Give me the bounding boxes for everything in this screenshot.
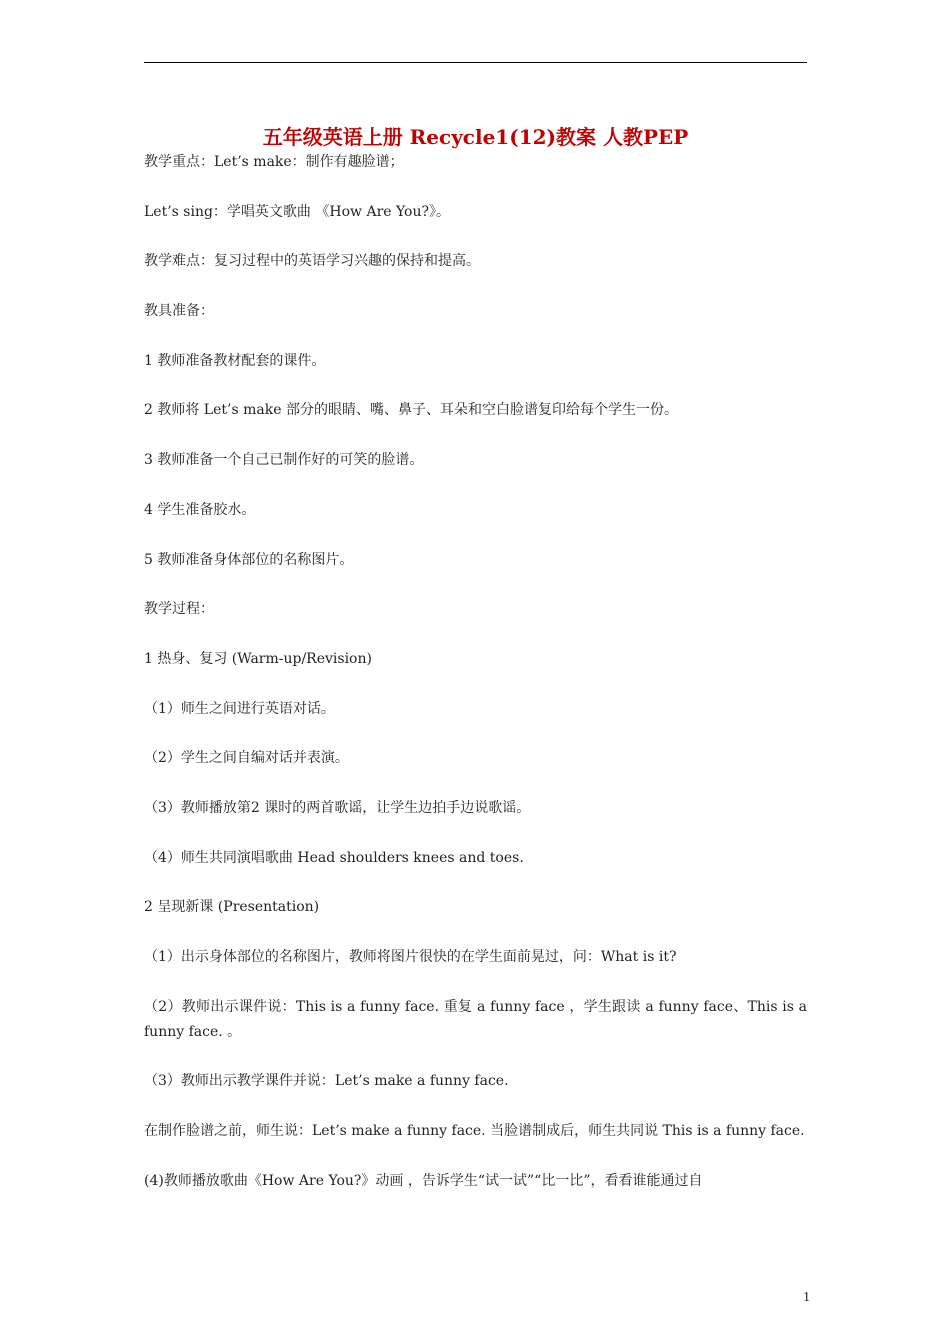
paragraph-material-1: 1 教师准备教材配套的课件。	[144, 352, 326, 369]
paragraph-process-heading: 教学过程：	[144, 601, 214, 618]
paragraph-sing: Let’s sing：学唱英文歌曲 《How Are You?》。	[144, 203, 450, 220]
paragraph-step-2: 2 呈现新课 (Presentation)	[144, 899, 320, 916]
paragraph-materials-heading: 教具准备：	[144, 303, 214, 320]
paragraph-step-2-4: (4)教师播放歌曲《How Are You?》动画 ，告诉学生“试一试”“比一比”，看看谁能通过自	[144, 1172, 703, 1189]
paragraph-step-1-2: （2）学生之间自编对话并表演。	[144, 750, 349, 767]
document-title: 五年级英语上册 Recycle1(12)教案 人教PEP	[262, 125, 689, 149]
paragraph-step-2-3-note: 在制作脸谱之前，师生说：Let’s make a funny face. 当脸谱制成后，师生共同说 This is a funny face.	[144, 1123, 805, 1140]
document-body	[144, 150, 807, 1218]
paragraph-difficulties: 教学难点：复习过程中的英语学习兴趣的保持和提高。	[144, 253, 480, 270]
paragraph-step-1-3: （3）教师播放第2 课时的两首歌谣，让学生边拍手边说歌谣。	[144, 799, 531, 816]
paragraph-material-3: 3 教师准备一个自己已制作好的可笑的脸谱。	[144, 452, 424, 469]
paragraph-step-1-4: （4）师生共同演唱歌曲 Head shoulders knees and toes.	[144, 849, 524, 866]
paragraph-step-2-3: （3）教师出示教学课件并说：Let’s make a funny face.	[144, 1073, 509, 1090]
paragraph-step-2-2: （2）教师出示课件说：This is a funny face. 重复 a funny face ，学生跟读 a funny face、This is a funny face. 。	[144, 998, 807, 1040]
paragraph-step-2-1: （1）出示身体部位的名称图片，教师将图片很快的在学生面前晃过，问：What is it?	[144, 949, 677, 965]
paragraph-material-2: 2 教师将 Let’s make 部分的眼睛、嘴、鼻子、耳朵和空白脸谱复印给每个学生一份。	[144, 402, 678, 419]
paragraph-step-1-1: （1）师生之间进行英语对话。	[144, 700, 335, 717]
paragraph-key-points: 教学重点：Let’s make：制作有趣脸谱；	[144, 154, 404, 170]
paragraph-step-1: 1 热身、复习 (Warm-up/Revision)	[144, 650, 372, 667]
paragraph-material-4: 4 学生准备胶水。	[144, 501, 256, 518]
page-number: 1	[803, 1290, 810, 1305]
header-rule	[144, 62, 807, 63]
paragraph-material-5: 5 教师准备身体部位的名称图片。	[144, 551, 354, 568]
